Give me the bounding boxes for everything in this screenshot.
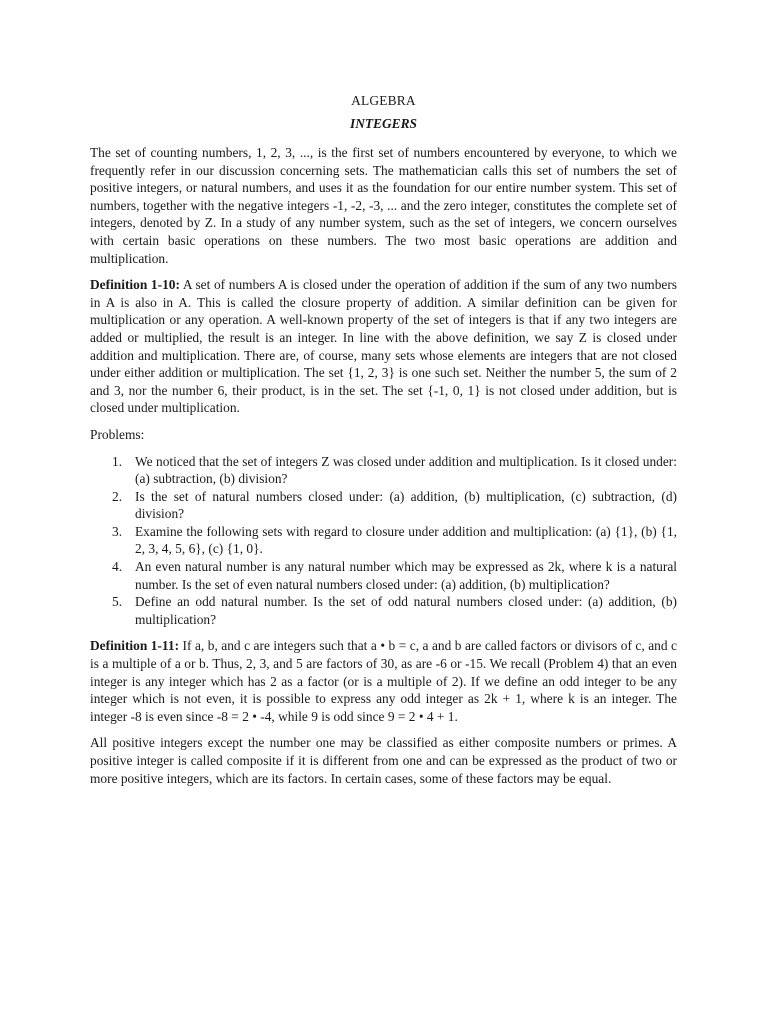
problem-text: An even natural number is any natural number which may be expressed as 2k, where k is a natural number. Is the set of even natural numbers closed under: (a) addition, (b) multiplication? (135, 559, 677, 592)
problem-number: 2. (112, 488, 123, 504)
problems-list (90, 453, 677, 629)
list-item (90, 523, 677, 558)
problem-number: 3. (112, 523, 123, 539)
definition-1-10-text: A set of numbers A is closed under the operation of addition if the sum of any two numbers in A is also in A. This is called the closure property of addition. A similar definition can be given for multiplication or any operation. A well-known property of the set of integers is that if any two integers are added or multiplied, the result is an integer. In line with the above definition, we say Z is closed under addition and multiplication. There are, of course, many sets whose elements are integers that are not closed under either addition or multiplication. The set {1, 2, 3} is one such set. Neither the number 5, the sum of 2 and 3, nor the number 6, their product, is in the set. The set {-1, 0, 1} is not closed under addition, but is closed under multiplication. (90, 277, 678, 416)
definition-1-11-paragraph (90, 637, 677, 725)
problems-heading: Problems: (90, 426, 145, 442)
intro-paragraph: The set of counting numbers, 1, 2, 3, ..., is the first set of numbers encountered by everyone, to which we frequently refer in our discussion concerning sets. The mathematician calls this set of numbers the set of positive integers, or natural numbers, and uses it as the foundation for our entire number system. This set of numbers, together with the negative integers -1, -2, -3, ... and the zero integer, constitutes the complete set of integers, denoted by Z. In a study of any number system, such as the set of integers, we concern ourselves with certain basic operations on these numbers. The two most basic operations are addition and multiplication. (90, 145, 677, 266)
document-page (90, 91, 677, 796)
list-item (90, 488, 677, 523)
problem-number: 5. (112, 594, 123, 610)
definition-1-11-text: If a, b, and c are integers such that a • b = c, a and b are called factors or divisors of c, and c is a multiple of a or b. Thus, 2, 3, and 5 are factors of 30, as are -6 or -15. We recall (Problem 4) that an even integer is any integer which has 2 as a factor (or is a multiple of 2). If we define an odd integer to be any integer which is not even, it is possible to express any odd integer as 2k + 1, where k is an integer. The integer -8 is even since -8 = 2 • -4, while 9 is odd since 9 = 2 • 4 + 1. (90, 638, 677, 724)
problem-number: 1. (112, 453, 123, 469)
definition-1-10-paragraph (90, 276, 677, 417)
definition-1-10-label: Definition 1-10: (90, 277, 180, 293)
problem-number: 4. (112, 559, 123, 575)
problem-text: Examine the following sets with regard to closure under addition and multiplication: (a) {1}, (b) {1, 2, 3, 4, 5, 6}, (c) {1, 0}. (135, 523, 677, 557)
list-item (90, 453, 677, 488)
problem-text: We noticed that the set of integers Z was closed under addition and multiplication. Is it closed under: (a) subtraction, (b) division? (135, 453, 677, 487)
section-title: INTEGERS (350, 116, 417, 131)
closing-paragraph: All positive integers except the number one may be classified as either composite numbers or primes. A positive integer is called composite if it is different from one and can be expressed as the product of two or more positive integers, which are its factors. In certain cases, some of these factors may be equal. (90, 735, 677, 786)
problem-text: Is the set of natural numbers closed under: (a) addition, (b) multiplication, (c) subtraction, (d) division? (135, 488, 677, 522)
list-item (90, 593, 677, 628)
definition-1-11-label: Definition 1-11: (90, 638, 180, 654)
document-title: ALGEBRA (351, 93, 416, 108)
list-item (90, 558, 677, 593)
problem-text: Define an odd natural number. Is the set of odd natural numbers closed under: (a) addition, (b) multiplication? (135, 594, 677, 627)
